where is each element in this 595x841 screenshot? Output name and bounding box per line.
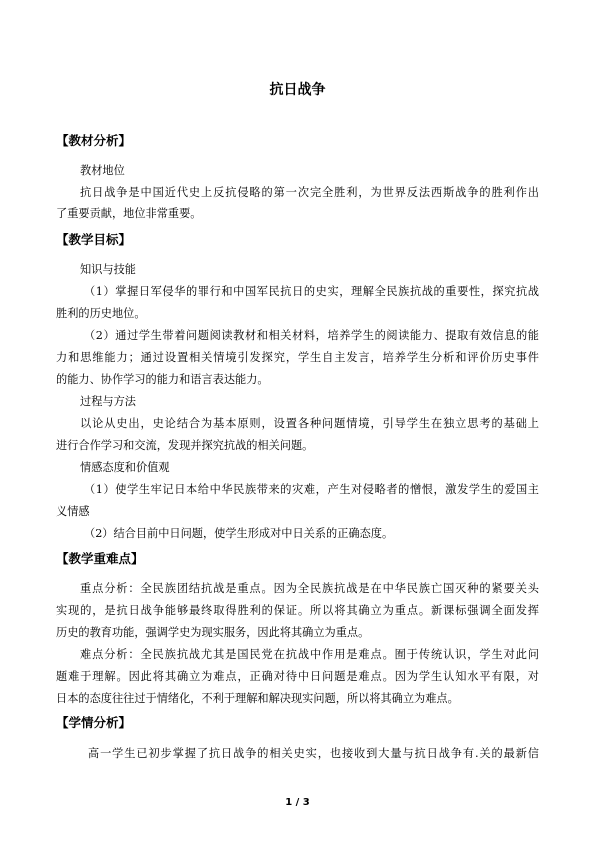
paragraph-line: 胜利的历史地位。 bbox=[56, 307, 146, 320]
paragraph-line: （1）使学生牢记日本给中华民族带来的灾难，产生对侵略者的憎恨，激发学生的爱国主 bbox=[84, 483, 539, 496]
paragraph-line: 题难于理解。因此将其确立为难点，正确对待中日问题是难点。因为学生认知水平有限，对 bbox=[56, 670, 539, 683]
paragraph-line: 知识与技能 bbox=[80, 263, 136, 276]
paragraph-line: 进行合作学习和交流，发现并探究抗战的相关问题。 bbox=[56, 439, 314, 452]
section-heading-key-difficult-points: 【教学重难点】 bbox=[56, 551, 144, 566]
paragraph-line: （1）掌握日军侵华的罪行和中国军民抗日的史实，理解全民族抗战的重要性，探究抗战 bbox=[84, 285, 539, 298]
paragraph-line: 抗日战争是中国近代史上反抗侵略的第一次完全胜利，为世界反法西斯战争的胜利作出 bbox=[80, 186, 539, 199]
document-title: 抗日战争 bbox=[269, 82, 326, 98]
paragraph-line: 以论从史出，史论结合为基本原则，设置各种问题情境，引导学生在独立思考的基础上 bbox=[80, 417, 539, 430]
paragraph-line: 日本的态度往往过于情绪化，不利于理解和解决现实问题，所以将其确立为难点。 bbox=[56, 692, 459, 705]
paragraph-line: （2）结合目前中日问题，使学生形成对中日关系的正确态度。 bbox=[84, 527, 394, 540]
section-heading-learner-analysis: 【学情分析】 bbox=[56, 715, 132, 730]
paragraph-line: 过程与方法 bbox=[80, 395, 136, 408]
paragraph-line: 难点分析：全民族抗战尤其是国民党在抗战中作用是难点。囿于传统认识，学生对此问 bbox=[80, 648, 539, 661]
paragraph-line: 情感态度和价值观 bbox=[80, 461, 170, 474]
paragraph-line: 了重要贡献，地位非常重要。 bbox=[56, 207, 202, 220]
paragraph-line: （2）通过学生带着问题阅读教材和相关材料，培养学生的阅读能力、提取有效信息的能 bbox=[84, 329, 539, 342]
paragraph-line: 义情感 bbox=[56, 505, 90, 518]
paragraph-line: 历史的教育功能，强调学史为现实服务，因此将其确立为重点。 bbox=[56, 626, 370, 639]
paragraph-line: 力和思维能力；通过设置相关情境引发探究，学生自主发言，培养学生分析和评价历史事件 bbox=[56, 351, 539, 364]
paragraph-line: 实现的，是抗日战争能够最终取得胜利的保证。所以将其确立为重点。新课标强调全面发挥 bbox=[56, 604, 539, 617]
paragraph-line: 的能力、协作学习的能力和语言表达能力。 bbox=[56, 373, 269, 386]
paragraph-line: 高一学生已初步掌握了抗日战争的相关史实，也接收到大量与抗日战争有.关的最新信 bbox=[88, 747, 539, 760]
paragraph-line: 教材地位 bbox=[80, 164, 125, 177]
section-heading-textbook-analysis: 【教材分析】 bbox=[56, 133, 132, 148]
paragraph-line: 重点分析：全民族团结抗战是重点。因为全民族抗战是在中华民族亡国灭种的紧要关头 bbox=[80, 582, 539, 595]
section-heading-teaching-objectives: 【教学目标】 bbox=[56, 232, 132, 247]
page-number: 1 / 3 bbox=[285, 797, 310, 808]
